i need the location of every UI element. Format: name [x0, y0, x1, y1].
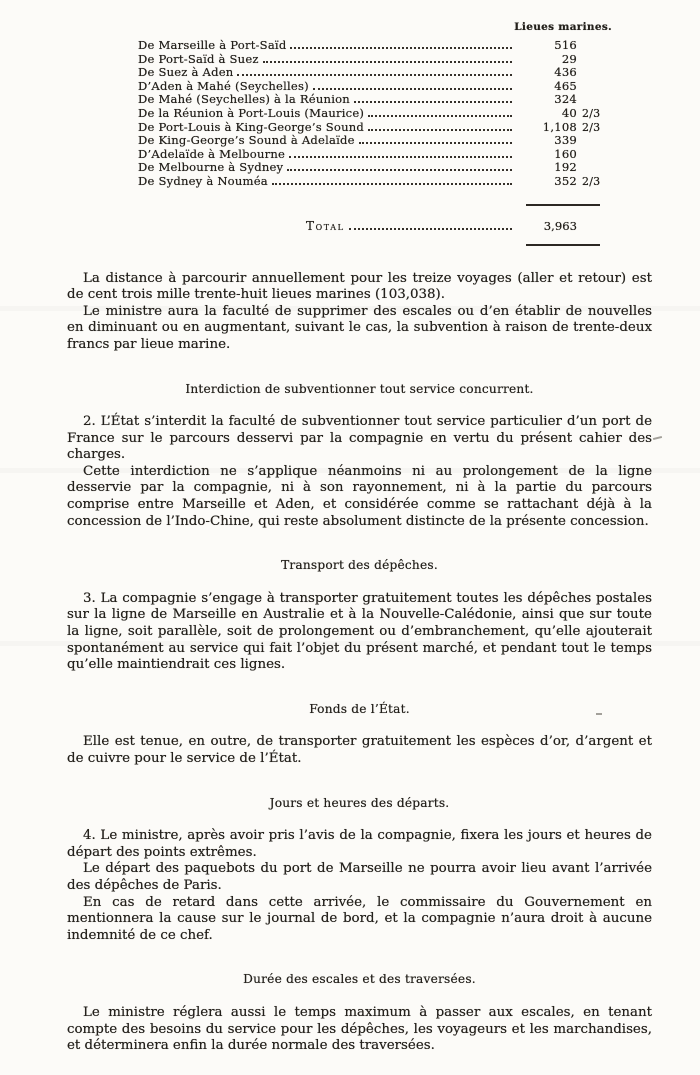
dot-leader [272, 183, 512, 185]
paragraph: La distance à parcourir annuellement pour les treize voyages (aller et retour) est de cent trois mille trente-huit lieues marines (103,038). [67, 270, 652, 303]
route-value [518, 52, 610, 66]
table-row [138, 147, 610, 161]
total-label: Total [306, 218, 345, 233]
route-value-fraction: 2/3 [582, 174, 601, 188]
paragraph: 2. L’État s’interdit la faculté de subventionner tout service particulier d’un port de France sur le parcours desservi par la compagnie en vertu du présent cahier des charges. [67, 414, 652, 463]
route-value-number: 436 [554, 65, 577, 80]
dot-leader [290, 47, 512, 49]
table-row [138, 133, 610, 147]
route-label: De Melbourne à Sydney [138, 160, 284, 175]
paragraph: Elle est tenue, en outre, de transporter gratuitement les espèces d’or, d’argent et de cuivre pour le service de l’État. [67, 734, 652, 766]
dot-leader [263, 61, 512, 63]
scan-streak [0, 641, 700, 646]
paragraph: Cette interdiction ne s’applique néanmoins ni au prolongement de la ligne desservie par la compagnie, ni à son rayonnement, ni à la partie du parcours comprise entre Marseille et Aden, et considérée comme se rattachant déjà à la concession de l’Indo-Chine, qui reste absolument distincte de la présente concession. [67, 463, 652, 529]
section-heading: Interdiction de subventionner tout service concurrent. [185, 381, 534, 396]
paragraph: 4. Le ministre, après avoir pris l’avis de la compagnie, fixera les jours et heures de départ des points extrêmes. [67, 828, 652, 860]
section-heading: Transport des dépêches. [281, 558, 438, 573]
dot-leader [289, 156, 512, 158]
route-value [518, 65, 610, 79]
total-rule-top [526, 204, 600, 206]
route-value [518, 106, 610, 120]
total-value-number: 3,963 [543, 218, 577, 233]
total-row [138, 219, 610, 233]
route-value [518, 120, 610, 134]
route-label: D’Aden à Mahé (Seychelles) [138, 78, 309, 93]
route-value [518, 133, 610, 147]
dot-leader [349, 228, 512, 230]
paragraph: 3. La compagnie s’engage à transporter gratuitement toutes les dépêches postales sur la ligne de Marseille en Australie et à la Nouvelle-Calédonie, ainsi que sur toute la ligne, soit parallèle, soit de prolongement ou d’embranchement, qu’elle ajouterait spontanément au service qui fait l’objet du présent marché, et pendant tout le temps qu’elle maintiendrait ces lignes. [67, 590, 652, 673]
route-value-number: 1,108 [542, 119, 577, 134]
route-value-fraction: 2/3 [582, 106, 601, 120]
scan-streak [0, 468, 700, 473]
table-row [138, 65, 610, 79]
document-body [67, 271, 652, 1055]
route-value [518, 160, 610, 174]
route-value-number: 352 [554, 173, 577, 188]
dot-leader [354, 101, 512, 103]
route-value-number: 339 [554, 133, 577, 148]
paragraph: Le départ des paquebots du port de Marseille ne pourra avoir lieu avant l’arrivée des dépêches de Paris. [67, 861, 652, 893]
dot-leader [368, 129, 512, 131]
table-row [138, 38, 610, 52]
route-value-fraction: 2/3 [582, 120, 601, 134]
route-value-number: 40 [561, 105, 577, 120]
table-row [138, 106, 610, 120]
route-value [518, 92, 610, 106]
route-value-number: 465 [554, 78, 577, 93]
table-row [138, 160, 610, 174]
route-label: De Suez à Aden [138, 65, 234, 80]
table-row [138, 174, 610, 188]
route-value-number: 29 [561, 51, 577, 66]
route-label: De Port-Louis à King-George’s Sound [138, 119, 365, 134]
table-row [138, 79, 610, 93]
route-label: D’Adelaïde à Melbourne [138, 146, 286, 161]
route-label: De Sydney à Nouméa [138, 173, 268, 188]
dot-leader [313, 88, 512, 90]
route-label: De Port-Saïd à Suez [138, 51, 259, 66]
scan-mark [596, 713, 602, 715]
section-heading: Durée des escales et des traversées. [243, 972, 476, 987]
scan-mark [653, 436, 662, 440]
dot-leader [368, 115, 512, 117]
table-row [138, 52, 610, 66]
table-row [138, 92, 610, 106]
route-label: De Marseille à Port-Saïd [138, 38, 287, 52]
route-label: De la Réunion à Port-Louis (Maurice) [138, 105, 365, 120]
route-value-number: 160 [554, 146, 577, 161]
route-value [518, 147, 610, 161]
dot-leader [287, 169, 512, 171]
route-value [518, 38, 610, 52]
table-row [138, 120, 610, 134]
paragraph: En cas de retard dans cette arrivée, le commissaire du Gouvernement en mentionnera la cause sur le journal de bord, et la compagnie n’aura droit à aucune indemnité de ce chef. [67, 894, 652, 943]
total-value [518, 219, 610, 233]
route-value-number: 192 [554, 160, 577, 175]
section-heading: Jours et heures des départs. [269, 795, 450, 810]
route-value-number: 516 [554, 38, 577, 52]
route-label: De Mahé (Seychelles) à la Réunion [138, 92, 350, 107]
route-value [518, 79, 610, 93]
paragraph: Le ministre réglera aussi le temps maximum à passer aux escales, en tenant compte des besoins du service pour les dépêches, les voyageurs et les marchandises, et déterminera enfin la durée normale des traversées. [67, 1004, 652, 1054]
route-value-number: 324 [554, 92, 577, 107]
route-value [518, 174, 610, 188]
dot-leader [237, 74, 512, 76]
scan-streak [0, 306, 700, 311]
column-unit-header: Lieues marines. [514, 21, 612, 33]
total-rule-bottom [526, 244, 600, 246]
route-label: De King-George’s Sound à Adelaïde [138, 133, 355, 148]
distance-table [138, 38, 610, 246]
section-heading: Fonds de l’État. [309, 701, 410, 716]
paragraph: Le ministre aura la faculté de supprimer des escales ou d’en établir de nouvelles en diminuant ou en augmentant, suivant le cas, la subvention à raison de trente-deux francs par lieue marine. [67, 303, 652, 352]
dot-leader [359, 142, 512, 144]
